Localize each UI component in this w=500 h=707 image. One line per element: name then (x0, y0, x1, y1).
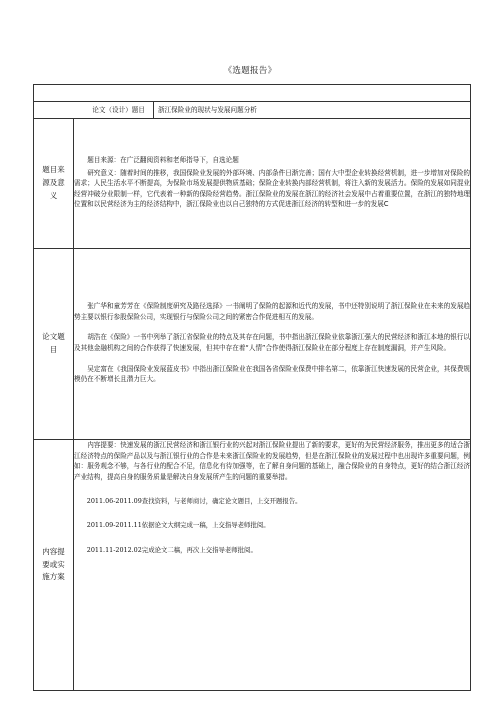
literature-row (34, 249, 471, 440)
document-title: 《选题报告》 (223, 66, 277, 76)
thesis-title-value: 浙江保险业的现状与发展问题分析 (154, 102, 471, 119)
blank-top-row (34, 85, 471, 102)
content-summary-paragraph: 内容提要：快速发展的浙江民营经济和浙江银行业的兴起对浙江保险业提出了新的要求，更好的为民营经济服务，推出更多的适合浙江经济特点的保险产品以及与浙江银行业的合作是未来浙江保险业的发展趋势，但是在浙江保险业的发展过程中也出现许多重要问题，例如：服务观念不够，与各行业的配合不足，信息化有待加强等，在了解自身问题的基础上，融合保险业的自身特点，更好的结合浙江经济产业结构，提高自身的服务质量是解决自身发展所产生的问题的重要举措。 (74, 441, 471, 481)
literature-label: 论文题目 (42, 332, 65, 354)
literature-label-cell (34, 249, 74, 440)
literature-paragraph-2: 胡浩在《保险》一书中列举了浙江省保险业的特点及其存在问题，书中指出浙江保险业依靠浙江强大的民营经济和浙江本地的银行以及其他金融机构之间的合作获得了快速发展，但其中存在着“人情”合作使得浙江保险业在部分程度上存在制度漏洞，并产生风险。 (74, 333, 471, 352)
title-row (34, 102, 471, 119)
plan-content (74, 440, 471, 691)
source-significance-content (74, 119, 471, 249)
schedule-item-1: 2011.06-2011.09查找资料，与老师商讨，确定论文题目，上交开题报告。 (86, 497, 302, 506)
schedule-item-2: 2011.09-2011.11依据论文大纲完成一稿，上交指导老师批阅。 (86, 521, 270, 530)
source-significance-label: 题目来源及意义 (42, 165, 65, 200)
literature-paragraph-3: 吴定富在《我国保险业发展蓝皮书》中指出浙江保险业在我国各省保险业保费中排名第二，依靠浙江快速发展的民营企业，其保费规模仍在不断增长且潜力巨大。 (74, 364, 471, 384)
schedule-item-3: 2011.11-2012.02完成论文二稿，再次上交指导老师批阅。 (86, 545, 257, 554)
literature-paragraph-1: 张广华和童芳芳在《保险制度研究及路径选择》一书阐明了保险的起源和近代的发展，书中还特别说明了浙江保险业在未来的发展趋势主要以银行参股保险公司，实现银行与保险公司之间的紧密合作促进相互的发展。 (74, 302, 471, 321)
literature-content (74, 249, 471, 440)
topic-source-paragraph: 题目来源：在广泛翻阅资料和老师指导下，自选论题 (87, 156, 239, 165)
plan-label: 内容提要或实施方案 (42, 546, 65, 582)
plan-label-cell (34, 440, 74, 691)
thesis-title-label: 论文（设计）题目 (34, 102, 154, 119)
plan-row (34, 440, 471, 691)
source-significance-row (34, 119, 471, 249)
blank-cell (34, 85, 471, 102)
source-significance-label-cell (34, 119, 74, 249)
research-significance-paragraph: 研究意义：随着时间的推移，我国保险业发展的外部环境、内部条件日渐完善；国有大中型企业转换经营机制，进一步增加对保险的需求；人民生活水平不断提高，为保险市场发展提供物质基础；保险企业转换内部经营机制，将注入新的发展活力。保险的发展如同混业经营冲破分业限制一样，它代表着一种新的保险经营趋势。浙江保险业的发展在浙江的经济社会发展中占着重要位置，在浙江的独特地理位置和以民营经济为主的经济结构中，浙江保险业也以自己独特的方式促进浙江经济的转型和进一步的发展C (74, 168, 471, 209)
report-form-table (33, 84, 471, 691)
